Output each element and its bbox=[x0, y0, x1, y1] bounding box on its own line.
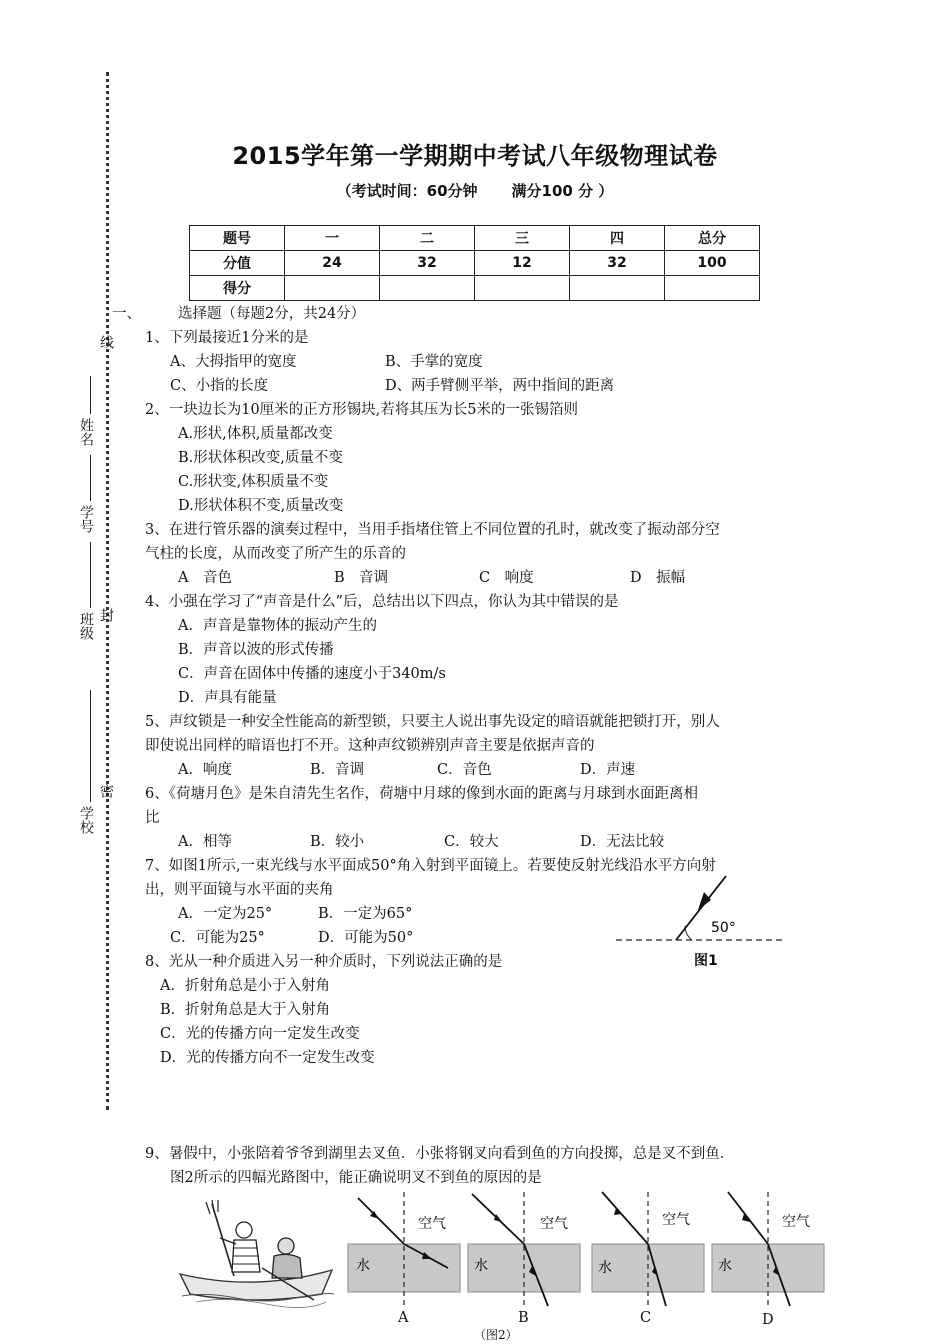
exam-title: 2015学年第一学期期中考试八年级物理试卷 bbox=[232, 142, 718, 170]
q3-option-c[interactable]: C 响度 bbox=[479, 570, 534, 586]
q5-option-c[interactable]: C．音色 bbox=[437, 762, 492, 778]
figure-2-ray-diagrams bbox=[346, 1188, 830, 1314]
exam-time: （考试时间：60分钟 bbox=[336, 182, 478, 200]
score-input-cell[interactable] bbox=[665, 276, 760, 301]
margin-number-label: 学号 bbox=[78, 505, 94, 533]
ray-diagram-b[interactable] bbox=[468, 1192, 580, 1308]
ray-diagram-a[interactable] bbox=[348, 1192, 460, 1308]
q6-option-a[interactable]: A．相等 bbox=[178, 834, 232, 850]
question-3-stem-line2: 气柱的长度，从而改变了所产生的乐音的 bbox=[145, 546, 406, 562]
margin-name-blank bbox=[90, 376, 91, 414]
margin-school-label: 学校 bbox=[78, 806, 94, 834]
table-cell: 分值 bbox=[190, 251, 285, 276]
fishing-boat-illustration bbox=[176, 1196, 336, 1312]
q4-option-c[interactable]: C．声音在固体中传播的速度小于340m/s bbox=[178, 666, 446, 682]
question-5-stem-line1: 5、声纹锁是一种安全性能高的新型锁，只要主人说出事先设定的暗语就能把锁打开，别人 bbox=[145, 714, 720, 730]
q4-option-a[interactable]: A．声音是靠物体的振动产生的 bbox=[178, 618, 377, 634]
table-cell: 得分 bbox=[190, 276, 285, 301]
q1-option-b[interactable]: B、手掌的宽度 bbox=[385, 354, 483, 370]
q5-option-a[interactable]: A．响度 bbox=[178, 762, 232, 778]
q2-option-d[interactable]: D.形状体积不变,质量改变 bbox=[178, 498, 344, 514]
q3-option-a[interactable]: A 音色 bbox=[178, 570, 232, 586]
table-cell: 三 bbox=[475, 226, 570, 251]
figure-1-mirror-diagram bbox=[612, 868, 788, 950]
question-8-stem: 8、光从一种介质进入另一种介质时，下列说法正确的是 bbox=[145, 954, 503, 970]
binding-dotted-line bbox=[106, 72, 109, 1110]
score-table bbox=[189, 225, 760, 301]
question-4-stem: 4、小强在学习了“声音是什么”后，总结出以下四点，你认为其中错误的是 bbox=[145, 594, 619, 610]
table-row bbox=[190, 251, 760, 276]
air-label-a: 空气 bbox=[418, 1216, 446, 1232]
q1-option-c[interactable]: C、小指的长度 bbox=[170, 378, 269, 394]
q4-option-b[interactable]: B．声音以波的形式传播 bbox=[178, 642, 334, 658]
margin-secret-mark: 密 bbox=[98, 784, 114, 798]
question-7-stem-line1: 7、如图1所示,一束光线与水平面成50°角入射到平面镜上。若要使反射光线沿水平方向射 bbox=[145, 858, 716, 874]
question-2-stem: 2、一块边长为10厘米的正方形锡块,若将其压为长5米的一张锡箔则 bbox=[145, 402, 579, 418]
q8-option-d[interactable]: D．光的传播方向不一定发生改变 bbox=[160, 1050, 375, 1066]
ray-diagram-c[interactable] bbox=[592, 1192, 704, 1308]
score-input-cell[interactable] bbox=[285, 276, 380, 301]
question-3-stem-line1: 3、在进行管乐器的演奏过程中，当用手指堵住管上不同位置的孔时，就改变了振动部分空 bbox=[145, 522, 720, 538]
margin-seal-mark: 封 bbox=[98, 608, 114, 622]
table-cell: 32 bbox=[570, 251, 665, 276]
q3-option-b[interactable]: B 音调 bbox=[334, 570, 389, 586]
section-number: 一、 bbox=[112, 306, 141, 322]
q7-option-b[interactable]: B．一定为65° bbox=[318, 906, 413, 922]
margin-number-blank bbox=[90, 455, 91, 501]
exam-full-score: 满分100 分 ） bbox=[511, 182, 614, 200]
air-label-c: 空气 bbox=[662, 1212, 690, 1228]
q2-option-a[interactable]: A.形状,体积,质量都改变 bbox=[178, 426, 333, 442]
margin-class-label: 班级 bbox=[78, 612, 94, 640]
figure-1-angle-label: 50° bbox=[711, 920, 736, 936]
table-cell: 二 bbox=[380, 226, 475, 251]
air-label-d: 空气 bbox=[782, 1214, 810, 1230]
score-input-cell[interactable] bbox=[475, 276, 570, 301]
table-cell: 12 bbox=[475, 251, 570, 276]
figure-1-caption: 图1 bbox=[694, 953, 718, 969]
q5-option-b[interactable]: B．音调 bbox=[310, 762, 365, 778]
water-label-c: 水 bbox=[598, 1260, 612, 1276]
water-label-a: 水 bbox=[356, 1258, 370, 1274]
question-7-stem-line2: 出，则平面镜与水平面的夹角 bbox=[145, 882, 334, 898]
margin-school-blank bbox=[90, 690, 91, 802]
section-title: 选择题（每题2分，共24分） bbox=[178, 306, 366, 322]
exam-subtitle bbox=[0, 180, 950, 201]
table-cell: 24 bbox=[285, 251, 380, 276]
question-6-stem-line2: 比 bbox=[145, 810, 160, 826]
q8-option-a[interactable]: A．折射角总是小于入射角 bbox=[160, 978, 330, 994]
ray-option-c-label[interactable]: C bbox=[640, 1310, 652, 1326]
q5-option-d[interactable]: D．声速 bbox=[580, 762, 636, 778]
ray-option-b-label[interactable]: B bbox=[518, 1310, 529, 1326]
ray-option-d-label[interactable]: D bbox=[762, 1312, 774, 1328]
margin-name-label: 姓名 bbox=[78, 418, 94, 446]
table-cell: 题号 bbox=[190, 226, 285, 251]
table-cell: 一 bbox=[285, 226, 380, 251]
q1-option-a[interactable]: A、大拇指甲的宽度 bbox=[170, 354, 297, 370]
q7-option-d[interactable]: D．可能为50° bbox=[318, 930, 414, 946]
q8-option-c[interactable]: C．光的传播方向一定发生改变 bbox=[160, 1026, 360, 1042]
question-1-stem: 1、下列最接近1分米的是 bbox=[145, 330, 309, 346]
figure-2-caption: （图2） bbox=[474, 1328, 518, 1342]
question-9-stem-line2: 图2所示的四幅光路图中，能正确说明叉不到鱼的原因的是 bbox=[170, 1170, 542, 1186]
q1-option-d[interactable]: D、两手臂侧平举，两中指间的距离 bbox=[385, 378, 615, 394]
q4-option-d[interactable]: D．声具有能量 bbox=[178, 690, 277, 706]
q7-option-a[interactable]: A．一定为25° bbox=[178, 906, 273, 922]
q6-option-b[interactable]: B．较小 bbox=[310, 834, 365, 850]
water-label-b: 水 bbox=[474, 1258, 488, 1274]
q7-option-c[interactable]: C．可能为25° bbox=[170, 930, 265, 946]
table-cell: 100 bbox=[665, 251, 760, 276]
score-input-cell[interactable] bbox=[380, 276, 475, 301]
table-cell: 总分 bbox=[665, 226, 760, 251]
q2-option-b[interactable]: B.形状体积改变,质量不变 bbox=[178, 450, 343, 466]
q3-option-d[interactable]: D 振幅 bbox=[630, 570, 686, 586]
q6-option-d[interactable]: D．无法比较 bbox=[580, 834, 665, 850]
ray-diagram-d[interactable] bbox=[712, 1192, 824, 1308]
margin-line-mark: 线 bbox=[98, 335, 114, 349]
air-label-b: 空气 bbox=[540, 1216, 568, 1232]
ray-option-a-label[interactable]: A bbox=[398, 1310, 409, 1326]
q6-option-c[interactable]: C．较大 bbox=[444, 834, 499, 850]
q8-option-b[interactable]: B．折射角总是大于入射角 bbox=[160, 1002, 331, 1018]
margin-class-blank bbox=[90, 542, 91, 608]
question-9-stem-line1: 9、暑假中，小张陪着爷爷到湖里去叉鱼．小张将钢叉向看到鱼的方向投掷，总是叉不到鱼． bbox=[145, 1146, 735, 1162]
question-5-stem-line2: 即使说出同样的暗语也打不开。这种声纹锁辨别声音主要是依据声音的 bbox=[145, 738, 595, 754]
question-6-stem-line1: 6、《荷塘月色》是朱自清先生名作，荷塘中月球的像到水面的距离与月球到水面距离相 bbox=[145, 786, 698, 802]
q2-option-c[interactable]: C.形状变,体积质量不变 bbox=[178, 474, 329, 490]
table-row bbox=[190, 226, 760, 251]
score-input-cell[interactable] bbox=[570, 276, 665, 301]
table-cell: 四 bbox=[570, 226, 665, 251]
table-cell: 32 bbox=[380, 251, 475, 276]
table-row bbox=[190, 276, 760, 301]
water-label-d: 水 bbox=[718, 1258, 732, 1274]
